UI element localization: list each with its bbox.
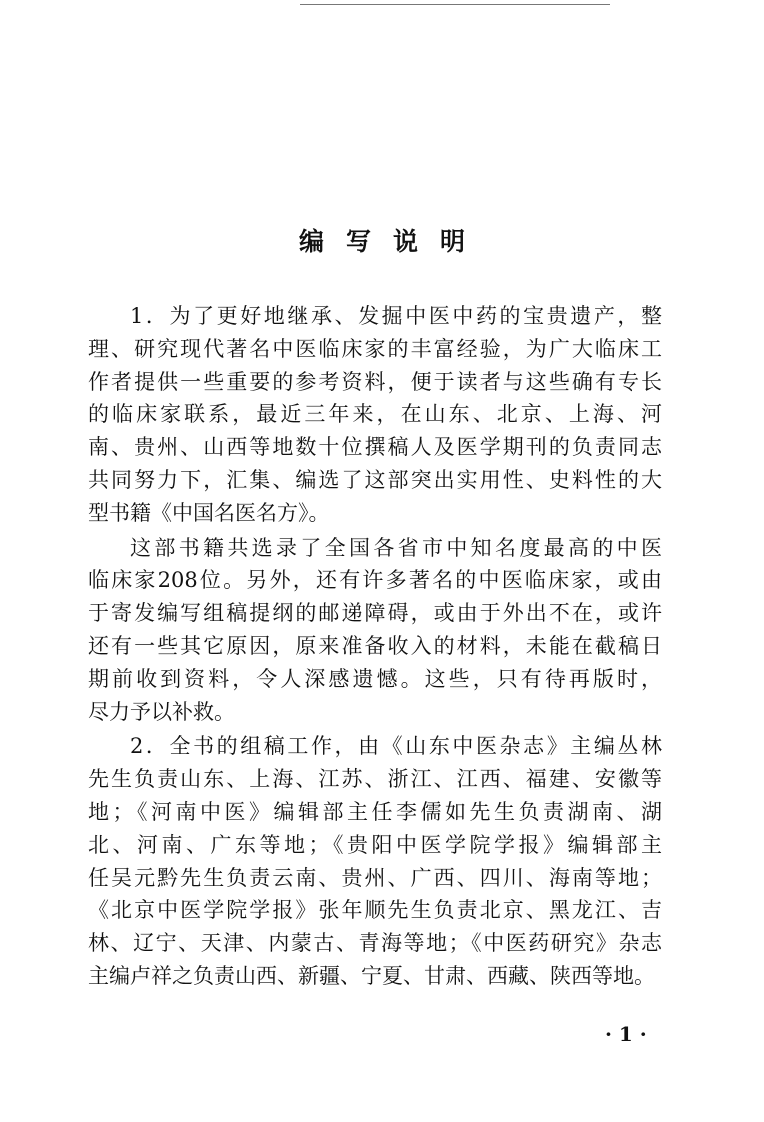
text-line: 2．全书的组稿工作，由《山东中医杂志》主编丛林 bbox=[130, 734, 662, 759]
page-number: · 1 · bbox=[605, 1022, 647, 1046]
text-line: 主编卢祥之负责山西、新疆、宁夏、甘肃、西藏、陕西等地。 bbox=[88, 963, 655, 988]
document-body bbox=[88, 300, 662, 995]
text-line: 临床家208位。另外，还有许多著名的中医临床家，或由 bbox=[88, 568, 662, 593]
text-line: 南、贵州、山西等地数十位撰稿人及医学期刊的负责同志 bbox=[88, 435, 662, 460]
text-line: 还有一些其它原因，原来准备收入的材料，未能在截稿日 bbox=[88, 633, 662, 658]
text-line: 任吴元黔先生负责云南、贵州、广西、四川、海南等地； bbox=[88, 865, 662, 890]
paragraph bbox=[88, 532, 662, 729]
text-line: 理、研究现代著名中医临床家的丰富经验，为广大临床工 bbox=[88, 336, 662, 361]
text-line: 的临床家联系，最近三年来，在山东、北京、上海、河 bbox=[88, 402, 662, 427]
text-line: 尽力予以补救。 bbox=[88, 699, 235, 724]
text-line: 期前收到资料，令人深感遗憾。这些，只有待再版时， bbox=[88, 666, 662, 691]
page-title: 编写说明 bbox=[298, 227, 487, 256]
text-line: 于寄发编写组稿提纲的邮递障碍，或由于外出不在，或许 bbox=[88, 601, 662, 626]
text-line: 这部书籍共选录了全国各省市中知名度最高的中医 bbox=[130, 535, 662, 560]
text-line: 《北京中医学院学报》张年顺先生负责北京、黑龙江、吉 bbox=[88, 898, 662, 923]
paragraph bbox=[88, 300, 662, 530]
paragraph-gap bbox=[88, 993, 662, 995]
text-line: 型书籍《中国名医名方》。 bbox=[88, 500, 330, 525]
text-line: 地；《河南中医》编辑部主任李儒如先生负责湖南、湖 bbox=[88, 799, 662, 824]
text-line: 共同努力下，汇集、编选了这部突出实用性、史料性的大 bbox=[88, 467, 662, 492]
text-line: 先生负责山东、上海、江苏、浙江、江西、福建、安徽等 bbox=[88, 767, 662, 792]
text-line: 北、河南、广东等地；《贵阳中医学院学报》编辑部主 bbox=[88, 832, 662, 857]
text-line: 林、辽宁、天津、内蒙古、青海等地；《中医药研究》杂志 bbox=[88, 931, 662, 956]
paragraph bbox=[88, 730, 662, 992]
text-line: 1．为了更好地继承、发掘中医中药的宝贵遗产，整 bbox=[130, 304, 662, 328]
text-line: 作者提供一些重要的参考资料，便于读者与这些确有专长 bbox=[88, 369, 662, 394]
top-rule bbox=[300, 4, 610, 5]
